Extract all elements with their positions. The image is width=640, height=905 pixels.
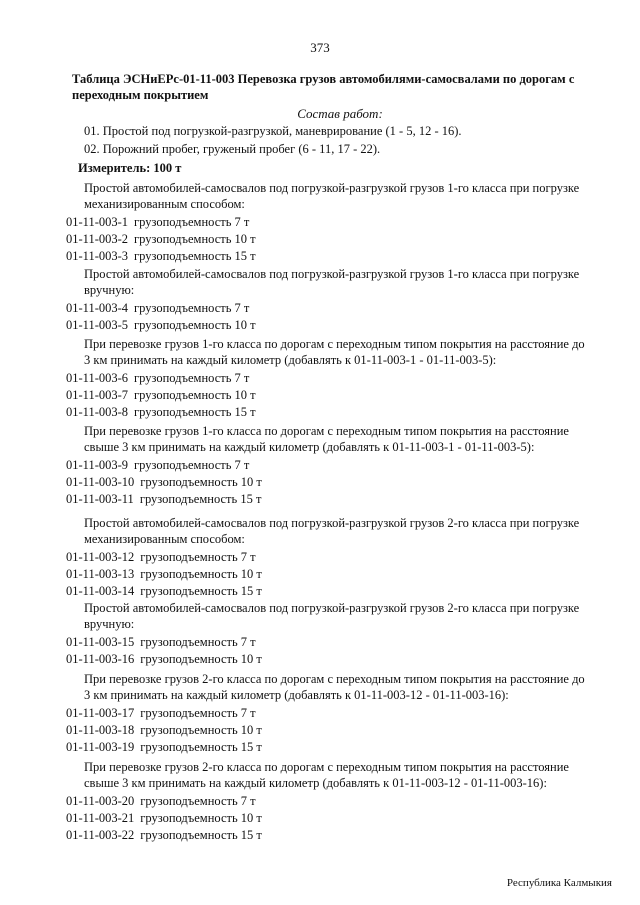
rate-description: грузоподъемность 7 т: [134, 371, 250, 385]
rate-description: грузоподъемность 7 т: [134, 458, 250, 472]
rate-code: 01-11-003-13: [66, 567, 135, 581]
rate-row: [66, 248, 614, 265]
rate-list: [66, 457, 614, 508]
rate-row: [66, 705, 614, 722]
rate-code: 01-11-003-16: [66, 652, 135, 666]
section-heading-line: механизированным способом:: [84, 532, 245, 546]
rate-list: [66, 705, 614, 756]
section-heading: [66, 336, 614, 368]
rate-row: [66, 491, 614, 508]
rate-code: 01-11-003-17: [66, 706, 135, 720]
rate-row: [66, 722, 614, 739]
rate-description: грузоподъемность 10 т: [140, 811, 262, 825]
section-heading: [66, 266, 614, 298]
section-heading-line: Простой автомобилей-самосвалов под погрузкой-разгрузкой грузов 2-го класса при погрузке: [84, 601, 580, 615]
rate-code: 01-11-003-14: [66, 584, 135, 598]
rate-description: грузоподъемность 10 т: [134, 318, 256, 332]
section: [66, 180, 614, 265]
rate-code: 01-11-003-18: [66, 723, 135, 737]
rate-description: грузоподъемность 10 т: [140, 567, 262, 581]
section-heading: [66, 515, 614, 547]
rate-row: [66, 370, 614, 387]
section: [66, 515, 614, 600]
rate-row: [66, 651, 614, 668]
rate-row: [66, 827, 614, 844]
section-heading-line: При перевозке грузов 2-го класса по дорогам с переходным типом покрытия на расстояние: [84, 760, 569, 774]
rate-code: 01-11-003-21: [66, 811, 135, 825]
rate-code: 01-11-003-1: [66, 215, 129, 229]
section-heading: [66, 759, 614, 791]
rate-code: 01-11-003-11: [66, 492, 134, 506]
section-heading-line: При перевозке грузов 1-го класса по дорогам с переходным типом покрытия на расстояние: [84, 424, 569, 438]
section-heading-line: При перевозке грузов 1-го класса по дорогам с переходным типом покрытия на расстояние до: [84, 337, 585, 351]
section: [66, 266, 614, 334]
composition-heading: Состав работ:: [297, 106, 383, 121]
rate-list: [66, 793, 614, 844]
rate-code: 01-11-003-22: [66, 828, 135, 842]
section-heading-line: Простой автомобилей-самосвалов под погрузкой-разгрузкой грузов 1-го класса при погрузке: [84, 267, 580, 281]
rate-description: грузоподъемность 15 т: [139, 492, 262, 506]
section-heading-line: вручную:: [84, 283, 135, 297]
rate-row: [66, 810, 614, 827]
work-item: 02. Порожний пробег, груженый пробег (6 - 11, 17 - 22).: [84, 142, 381, 156]
rate-code: 01-11-003-9: [66, 458, 129, 472]
section-heading-line: 3 км принимать на каждый километр (добавлять к 01-11-003-12 - 01-11-003-16):: [84, 688, 509, 702]
rate-code: 01-11-003-20: [66, 794, 135, 808]
rate-list: [66, 300, 614, 334]
section-heading-line: При перевозке грузов 2-го класса по дорогам с переходным типом покрытия на расстояние до: [84, 672, 585, 686]
section-heading-line: Простой автомобилей-самосвалов под погрузкой-разгрузкой грузов 2-го класса при погрузке: [84, 516, 580, 530]
rate-description: грузоподъемность 7 т: [140, 706, 256, 720]
rate-code: 01-11-003-8: [66, 405, 129, 419]
rate-code: 01-11-003-6: [66, 371, 129, 385]
rate-description: грузоподъемность 7 т: [140, 794, 256, 808]
section: [66, 671, 614, 756]
rate-code: 01-11-003-4: [66, 301, 129, 315]
section-heading-line: вручную:: [84, 617, 135, 631]
unit-of-measure: Измеритель: 100 т: [78, 161, 182, 175]
rate-row: [66, 317, 614, 334]
rate-code: 01-11-003-15: [66, 635, 135, 649]
section-heading-line: свыше 3 км принимать на каждый километр (добавлять к 01-11-003-12 - 01-11-003-16):: [84, 776, 547, 790]
section-heading: [66, 423, 614, 455]
rate-description: грузоподъемность 10 т: [140, 475, 262, 489]
rate-description: грузоподъемность 15 т: [140, 740, 262, 754]
rate-description: грузоподъемность 10 т: [134, 388, 256, 402]
rate-row: [66, 214, 614, 231]
section: [66, 759, 614, 844]
rate-description: грузоподъемность 15 т: [134, 405, 256, 419]
rate-description: грузоподъемность 10 т: [140, 723, 262, 737]
rate-description: грузоподъемность 7 т: [134, 301, 250, 315]
rate-row: [66, 793, 614, 810]
rate-list: [66, 214, 614, 265]
rate-row: [66, 300, 614, 317]
rate-description: грузоподъемность 10 т: [134, 232, 256, 246]
table-title: Таблица ЭСНиЕРс-01-11-003 Перевозка грузов автомобилями-самосвалами по дорогам с переходным покрытием: [72, 72, 575, 102]
section-heading: [66, 671, 614, 703]
rate-description: грузоподъемность 7 т: [134, 215, 250, 229]
section: [66, 600, 614, 668]
section-heading: [66, 600, 614, 632]
rate-description: грузоподъемность 7 т: [140, 550, 256, 564]
work-item: 01. Простой под погрузкой-разгрузкой, маневрирование (1 - 5, 12 - 16).: [84, 124, 462, 138]
rate-row: [66, 404, 614, 421]
page-number: 373: [310, 40, 330, 55]
section-heading-line: свыше 3 км принимать на каждый километр (добавлять к 01-11-003-1 - 01-11-003-5):: [84, 440, 535, 454]
rate-row: [66, 549, 614, 566]
section-heading-line: 3 км принимать на каждый километр (добавлять к 01-11-003-1 - 01-11-003-5):: [84, 353, 497, 367]
rate-code: 01-11-003-10: [66, 475, 135, 489]
section-heading: [66, 180, 614, 212]
rate-row: [66, 387, 614, 404]
rate-row: [66, 583, 614, 600]
rate-row: [66, 457, 614, 474]
footer-region-label: Республика Калмыкия: [506, 877, 612, 889]
rate-row: [66, 739, 614, 756]
rate-code: 01-11-003-12: [66, 550, 135, 564]
rate-code: 01-11-003-2: [66, 232, 129, 246]
section: [66, 423, 614, 508]
rate-description: грузоподъемность 15 т: [140, 828, 262, 842]
rate-code: 01-11-003-5: [66, 318, 129, 332]
rate-description: грузоподъемность 7 т: [140, 635, 256, 649]
section: [66, 336, 614, 421]
rate-description: грузоподъемность 15 т: [140, 584, 262, 598]
rate-code: 01-11-003-7: [66, 388, 129, 402]
rate-code: 01-11-003-3: [66, 249, 129, 263]
section-heading-line: Простой автомобилей-самосвалов под погрузкой-разгрузкой грузов 1-го класса при погрузке: [84, 181, 580, 195]
rate-description: грузоподъемность 15 т: [134, 249, 256, 263]
rate-row: [66, 566, 614, 583]
rate-row: [66, 474, 614, 491]
section-heading-line: механизированным способом:: [84, 197, 245, 211]
rate-row: [66, 634, 614, 651]
rate-code: 01-11-003-19: [66, 740, 135, 754]
rate-list: [66, 370, 614, 421]
rate-row: [66, 231, 614, 248]
rate-list: [66, 549, 614, 600]
rate-list: [66, 634, 614, 668]
rate-description: грузоподъемность 10 т: [140, 652, 262, 666]
